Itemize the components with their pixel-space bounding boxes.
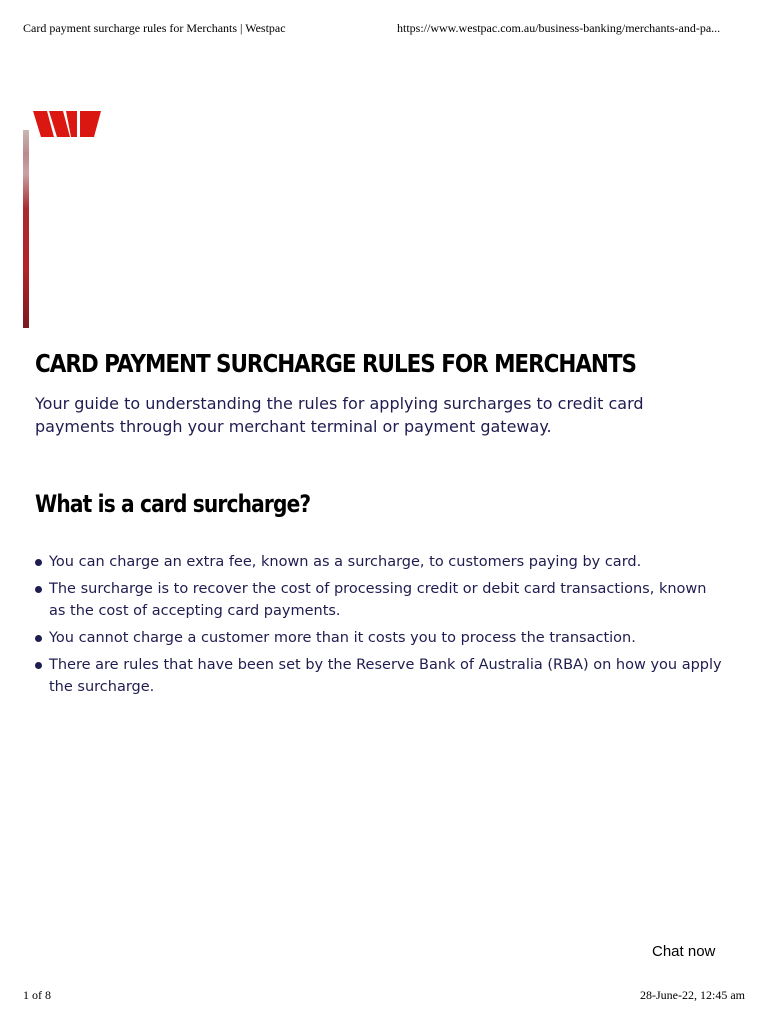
print-header-title: Card payment surcharge rules for Merchants | Westpac bbox=[23, 21, 286, 35]
print-footer-timestamp: 28-June-22, 12:45 am bbox=[640, 988, 745, 1002]
westpac-logo-icon[interactable] bbox=[33, 111, 101, 137]
list-item bbox=[35, 654, 725, 698]
list-item bbox=[35, 578, 725, 622]
list-item-text: There are rules that have been set by the Reserve Bank of Australia (RBA) on how you apply the surcharge. bbox=[49, 657, 722, 695]
bullet-icon bbox=[35, 559, 42, 566]
bullet-icon bbox=[35, 635, 42, 642]
list-item bbox=[35, 627, 725, 649]
section-heading: What is a card surcharge? bbox=[35, 490, 311, 518]
list-item-text: You cannot charge a customer more than it costs you to process the transaction. bbox=[49, 630, 636, 646]
list-item bbox=[35, 551, 725, 573]
bullet-icon bbox=[35, 662, 42, 669]
surcharge-bullet-list bbox=[35, 551, 725, 703]
bullet-icon bbox=[35, 586, 42, 593]
print-header-url: https://www.westpac.com.au/business-banking/merchants-and-pa... bbox=[397, 21, 721, 35]
page-intro: Your guide to understanding the rules for applying surcharges to credit card payments through your merchant terminal or payment gateway. bbox=[35, 394, 644, 436]
list-item-text: You can charge an extra fee, known as a surcharge, to customers paying by card. bbox=[49, 554, 642, 570]
page-title: CARD PAYMENT SURCHARGE RULES FOR MERCHANTS bbox=[35, 349, 636, 378]
chat-now-button[interactable]: Chat now bbox=[652, 943, 716, 960]
list-item-text: The surcharge is to recover the cost of processing credit or debit card transactions, known as the cost of accepting card payments. bbox=[49, 581, 707, 619]
print-footer-page: 1 of 8 bbox=[23, 988, 51, 1002]
hero-image bbox=[23, 130, 29, 328]
